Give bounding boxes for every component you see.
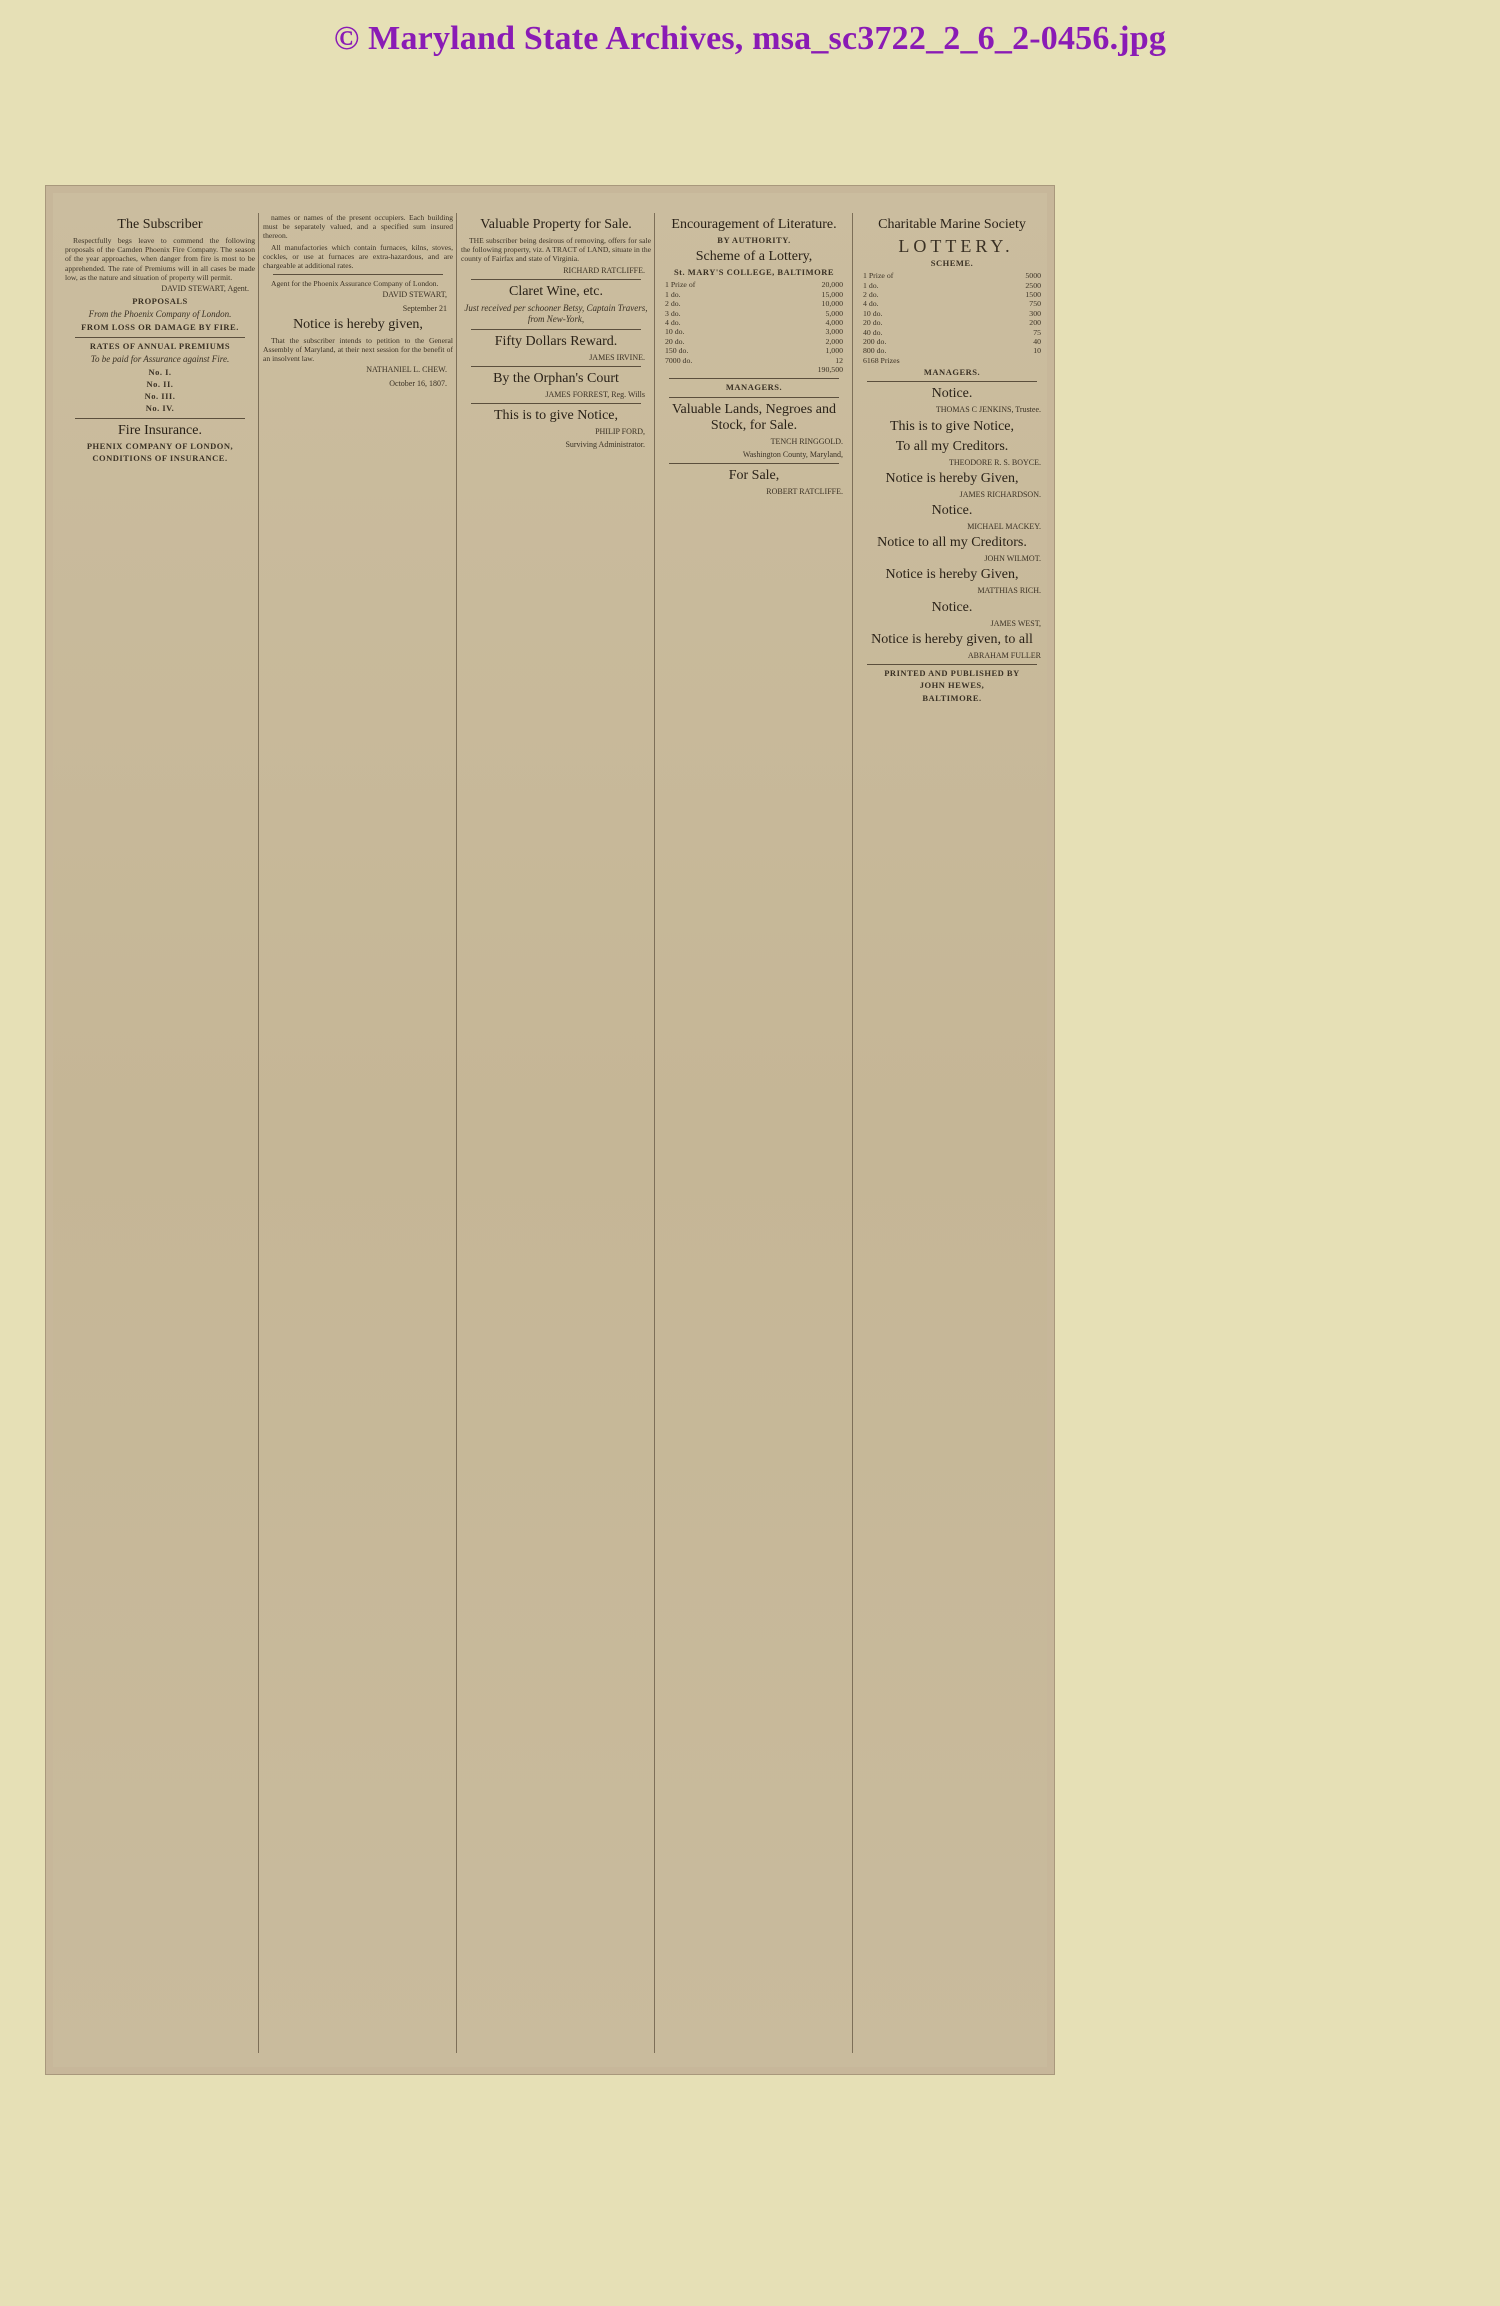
managers-heading: MANAGERS. <box>725 382 783 393</box>
prize-row: 2 do. 10,000 <box>665 299 843 309</box>
prize-row: 2 do. 1500 <box>863 290 1041 300</box>
notice-signature: PHILIP FORD, <box>595 427 645 437</box>
prize-row: 1 Prize of 5000 <box>863 271 1041 281</box>
proposals-heading: PROPOSALS <box>132 296 188 307</box>
claret-subheading: Just received per schooner Betsy, Captain Travers, from New-York, <box>464 302 648 324</box>
claret-heading: Claret Wine, etc. <box>508 283 604 299</box>
column-4 <box>659 213 849 2053</box>
lottery-heading: LOTTERY. <box>898 236 1014 256</box>
rule <box>75 418 245 419</box>
prize-total: 6168 Prizes <box>863 355 900 365</box>
conditions-heading: CONDITIONS OF INSURANCE. <box>92 452 228 463</box>
prize-table <box>857 271 1047 356</box>
prize-row: 200 do. 40 <box>863 337 1041 347</box>
notice-heading: This is to give Notice, <box>493 408 619 424</box>
printer-line: PRINTED AND PUBLISHED BY <box>884 668 1020 679</box>
rates-heading: RATES OF ANNUAL PREMIUMS <box>89 340 231 351</box>
column-rule <box>456 213 457 2053</box>
marine-society-heading: Charitable Marine Society <box>878 217 1026 232</box>
notice-signature: JAMES RICHARDSON. <box>959 489 1041 499</box>
column-rule <box>852 213 853 2053</box>
prize-row: 40 do. 75 <box>863 327 1041 337</box>
notice-date: October 16, 1807. <box>389 378 447 388</box>
subscriber-text: Respectfully begs leave to commend the following proposals of the Camden Phoenix Fire Company. The season of the year approaches, when danger from fire is most to be apprehended. The rate of Premiums will in all cases be made low, as the nature and situation of property will permit. <box>65 236 255 282</box>
creditors-heading: Notice to all my Creditors. <box>877 535 1027 551</box>
notice-heading: Notice is hereby given, to all <box>871 631 1033 647</box>
reward-heading: Fifty Dollars Reward. <box>494 333 618 349</box>
orphans-court-heading: By the Orphan's Court <box>493 371 619 387</box>
insurance-text: names or names of the present occupiers. Each building must be separately valued, and a specified sum insured thereon. <box>263 213 453 241</box>
rule <box>669 397 839 398</box>
notice-subsignature: Surviving Administrator. <box>565 440 645 450</box>
column-2 <box>263 213 453 2053</box>
orphans-court-signature: JAMES FORREST, Reg. Wills <box>545 390 645 400</box>
column-3 <box>461 213 651 2053</box>
notice-heading: Notice. <box>931 386 973 402</box>
column-rule <box>654 213 655 2053</box>
prize-row: 10 do. 3,000 <box>665 327 843 337</box>
class-heading: No. IV. <box>145 403 175 414</box>
notice-signature: NATHANIEL L. CHEW. <box>366 365 447 375</box>
for-sale-heading: For Sale, <box>728 468 780 484</box>
property-text: THE subscriber being desirous of removing, offers for sale the following property, viz. A TRACT of LAND, situate in the county of Fairfax and state of Virginia. <box>461 236 651 264</box>
scheme-heading: SCHEME. <box>930 258 974 268</box>
notice-heading: Notice is hereby Given, <box>885 470 1019 486</box>
rule <box>75 337 245 338</box>
notice-heading: Notice is hereby given, <box>293 316 423 332</box>
heading-subscriber: The Subscriber <box>117 217 203 232</box>
printer-name: JOHN HEWES, <box>919 680 985 691</box>
creditors-heading: To all my Creditors. <box>895 438 1009 454</box>
prize-row: 3 do. 5,000 <box>665 308 843 318</box>
notice-signature: THOMAS C JENKINS, Trustee. <box>935 405 1041 415</box>
authority-line: BY AUTHORITY. <box>717 235 791 245</box>
lands-place: Washington County, Maryland, <box>742 449 843 459</box>
lottery-scheme-heading: Scheme of a Lottery, <box>695 249 813 265</box>
newspaper-paper <box>53 193 1047 2067</box>
printer-place: BALTIMORE. <box>922 692 982 703</box>
property-signature: RICHARD RATCLIFFE. <box>563 265 645 275</box>
notice-heading: Notice. <box>931 503 973 519</box>
agent-signature: DAVID STEWART, Agent. <box>161 284 249 294</box>
rule <box>273 274 443 275</box>
rule <box>867 664 1037 665</box>
fire-damage-heading: FROM LOSS OR DAMAGE BY FIRE. <box>81 322 239 333</box>
notice-signature: JAMES WEST, <box>990 618 1041 628</box>
creditors-signature: THEODORE R. S. BOYCE. <box>948 457 1041 467</box>
college-line: St. MARY'S COLLEGE, BALTIMORE <box>673 267 835 278</box>
prize-row: 7000 do. 12 <box>665 355 843 365</box>
prize-row: 800 do. 10 <box>863 346 1041 356</box>
prize-row: 4 do. 4,000 <box>665 318 843 328</box>
sale-signature: ROBERT RATCLIFFE. <box>766 487 843 497</box>
prize-row: 20 do. 200 <box>863 318 1041 328</box>
fire-insurance-heading: Fire Insurance. <box>118 422 202 438</box>
rule <box>471 279 641 280</box>
literature-heading: Encouragement of Literature. <box>671 217 837 232</box>
proposals-subheading: From the Phoenix Company of London. <box>88 309 232 320</box>
rates-subheading: To be paid for Assurance against Fire. <box>90 353 230 364</box>
creditors-signature: JOHN WILMOT. <box>984 554 1041 564</box>
rule <box>471 403 641 404</box>
agent-note: Agent for the Phoenix Assurance Company of London. <box>271 279 439 289</box>
notice-heading: Notice is hereby Given, <box>885 567 1019 583</box>
prize-row: 1 do. 2500 <box>863 280 1041 290</box>
reward-signature: JAMES IRVINE. <box>589 352 645 362</box>
rule <box>669 463 839 464</box>
archive-watermark: © Maryland State Archives, msa_sc3722_2_6_2-0456.jpg <box>333 20 1167 57</box>
insurance-text: All manufactories which contain furnaces, kilns, stoves, cockles, or use at furnaces are extra-hazardous, and are chargeable at additional rates. <box>263 242 453 271</box>
notice-signature: MICHAEL MACKEY. <box>967 522 1041 532</box>
rule <box>867 381 1037 382</box>
column-5 <box>857 213 1047 2053</box>
prize-row: 150 do. 1,000 <box>665 346 843 356</box>
rule <box>669 378 839 379</box>
lands-signature: TENCH RINGGOLD. <box>770 436 843 446</box>
managers-heading: MANAGERS. <box>923 367 981 378</box>
prize-total: 190,500 <box>817 365 843 375</box>
newspaper-page <box>45 185 1055 2075</box>
notice-heading: Notice. <box>931 599 973 615</box>
prize-table <box>659 280 849 374</box>
phenix-company: PHENIX COMPANY OF LONDON, <box>86 440 234 451</box>
prize-row: 20 do. 2,000 <box>665 336 843 346</box>
notice-signature: MATTHIAS RICH. <box>977 586 1041 596</box>
prize-row: 1 Prize of 20,000 <box>665 280 843 290</box>
column-rule <box>258 213 259 2053</box>
prize-row: 4 do. 750 <box>863 299 1041 309</box>
notice-heading: This is to give Notice, <box>889 418 1015 434</box>
lands-sale-heading: Valuable Lands, Negroes and Stock, for Sale. <box>671 401 837 433</box>
property-sale-heading: Valuable Property for Sale. <box>480 217 632 232</box>
notice-signature: ABRAHAM FULLER <box>967 650 1041 660</box>
rule <box>471 329 641 330</box>
notice-text: That the subscriber intends to petition to the General Assembly of Maryland, at their next session for the benefit of an insolvent law. <box>263 335 453 364</box>
prize-row: 10 do. 300 <box>863 308 1041 318</box>
notice-date: September 21 <box>402 303 447 313</box>
class-heading: No. III. <box>144 391 176 402</box>
column-1 <box>65 213 255 2053</box>
class-heading: No. II. <box>146 379 174 390</box>
rule <box>471 366 641 367</box>
agent-name: DAVID STEWART, <box>382 290 447 300</box>
class-heading: No. I. <box>148 366 172 377</box>
prize-row: 1 do. 15,000 <box>665 289 843 299</box>
